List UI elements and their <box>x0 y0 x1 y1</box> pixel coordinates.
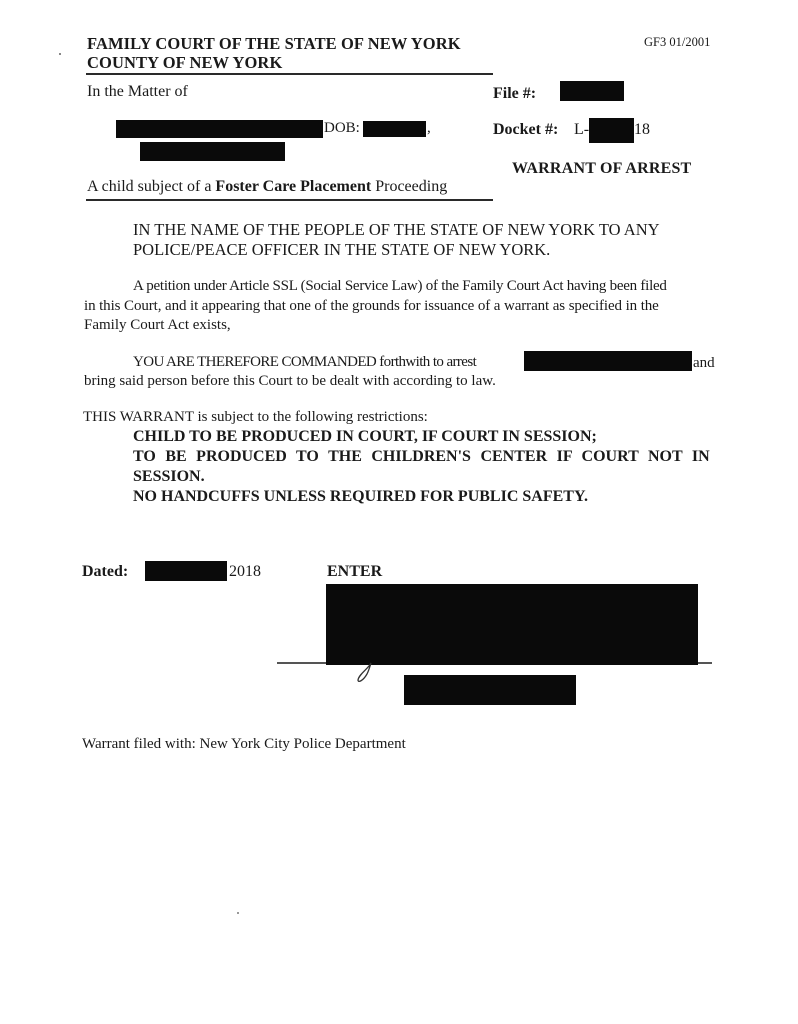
restrictions-intro: THIS WARRANT is subject to the following restrictions: <box>83 409 428 425</box>
redacted-file-number <box>560 81 624 101</box>
in-the-matter-of-label: In the Matter of <box>87 83 188 100</box>
proceeding-type: Foster Care Placement <box>215 178 372 195</box>
court-name: FAMILY COURT OF THE STATE OF NEW YORK <box>87 34 461 53</box>
docket-number-label: Docket #: <box>493 121 559 138</box>
petition-line-3: Family Court Act exists, <box>84 317 231 333</box>
form-code: GF3 01/2001 <box>644 35 711 49</box>
redacted-child-name-line2 <box>140 142 285 161</box>
redacted-signature <box>326 584 698 665</box>
scan-speck <box>59 53 61 55</box>
command-suffix: and <box>693 355 715 371</box>
command-text: YOU ARE THEREFORE COMMANDED forthwith to arrest <box>133 354 477 370</box>
dated-label: Dated: <box>82 563 129 580</box>
restriction-3: NO HANDCUFFS UNLESS REQUIRED FOR PUBLIC SAFETY. <box>133 488 589 505</box>
enter-label: ENTER <box>327 563 383 580</box>
redacted-date <box>145 561 227 581</box>
address-line-1: IN THE NAME OF THE PEOPLE OF THE STATE OF NEW YORK TO ANY <box>133 220 660 239</box>
petition-line-1: A petition under Article SSL (Social Service Law) of the Family Court Act having been filed <box>133 278 667 294</box>
scan-speck <box>237 912 239 914</box>
file-number-label: File #: <box>493 85 537 102</box>
restriction-2: TO BE PRODUCED TO THE CHILDREN'S CENTER IF COURT NOT IN <box>133 448 710 465</box>
subject-line <box>87 178 447 196</box>
restriction-2-cont: SESSION. <box>133 468 205 485</box>
redacted-child-name <box>116 120 323 138</box>
header-divider <box>86 73 493 75</box>
redacted-docket-number <box>589 118 634 143</box>
docket-suffix: 18 <box>634 121 650 138</box>
docket-prefix: L- <box>574 121 590 138</box>
redacted-dob <box>363 121 426 137</box>
dob-suffix: , <box>427 120 431 136</box>
caption-divider <box>86 199 493 201</box>
dated-year: 2018 <box>229 563 261 580</box>
command-line-2: bring said person before this Court to be dealt with according to law. <box>84 373 496 389</box>
address-line-2: POLICE/PEACE OFFICER IN THE STATE OF NEW YORK. <box>133 240 551 259</box>
subject-suffix: Proceeding <box>371 178 448 195</box>
restriction-1: CHILD TO BE PRODUCED IN COURT, IF COURT IN SESSION; <box>133 428 597 445</box>
signature-stroke-icon <box>355 662 379 684</box>
dob-label: DOB: <box>324 120 360 136</box>
county-name: COUNTY OF NEW YORK <box>87 53 283 72</box>
document-title: WARRANT OF ARREST <box>512 160 692 177</box>
warrant-filed-with: Warrant filed with: New York City Police Department <box>82 736 406 752</box>
subject-prefix: A child subject of a <box>87 178 216 195</box>
redacted-judge-name <box>404 675 576 705</box>
petition-line-2: in this Court, and it appearing that one of the grounds for issuance of a warrant as specified in the <box>84 298 659 314</box>
redacted-person-name <box>524 351 692 371</box>
